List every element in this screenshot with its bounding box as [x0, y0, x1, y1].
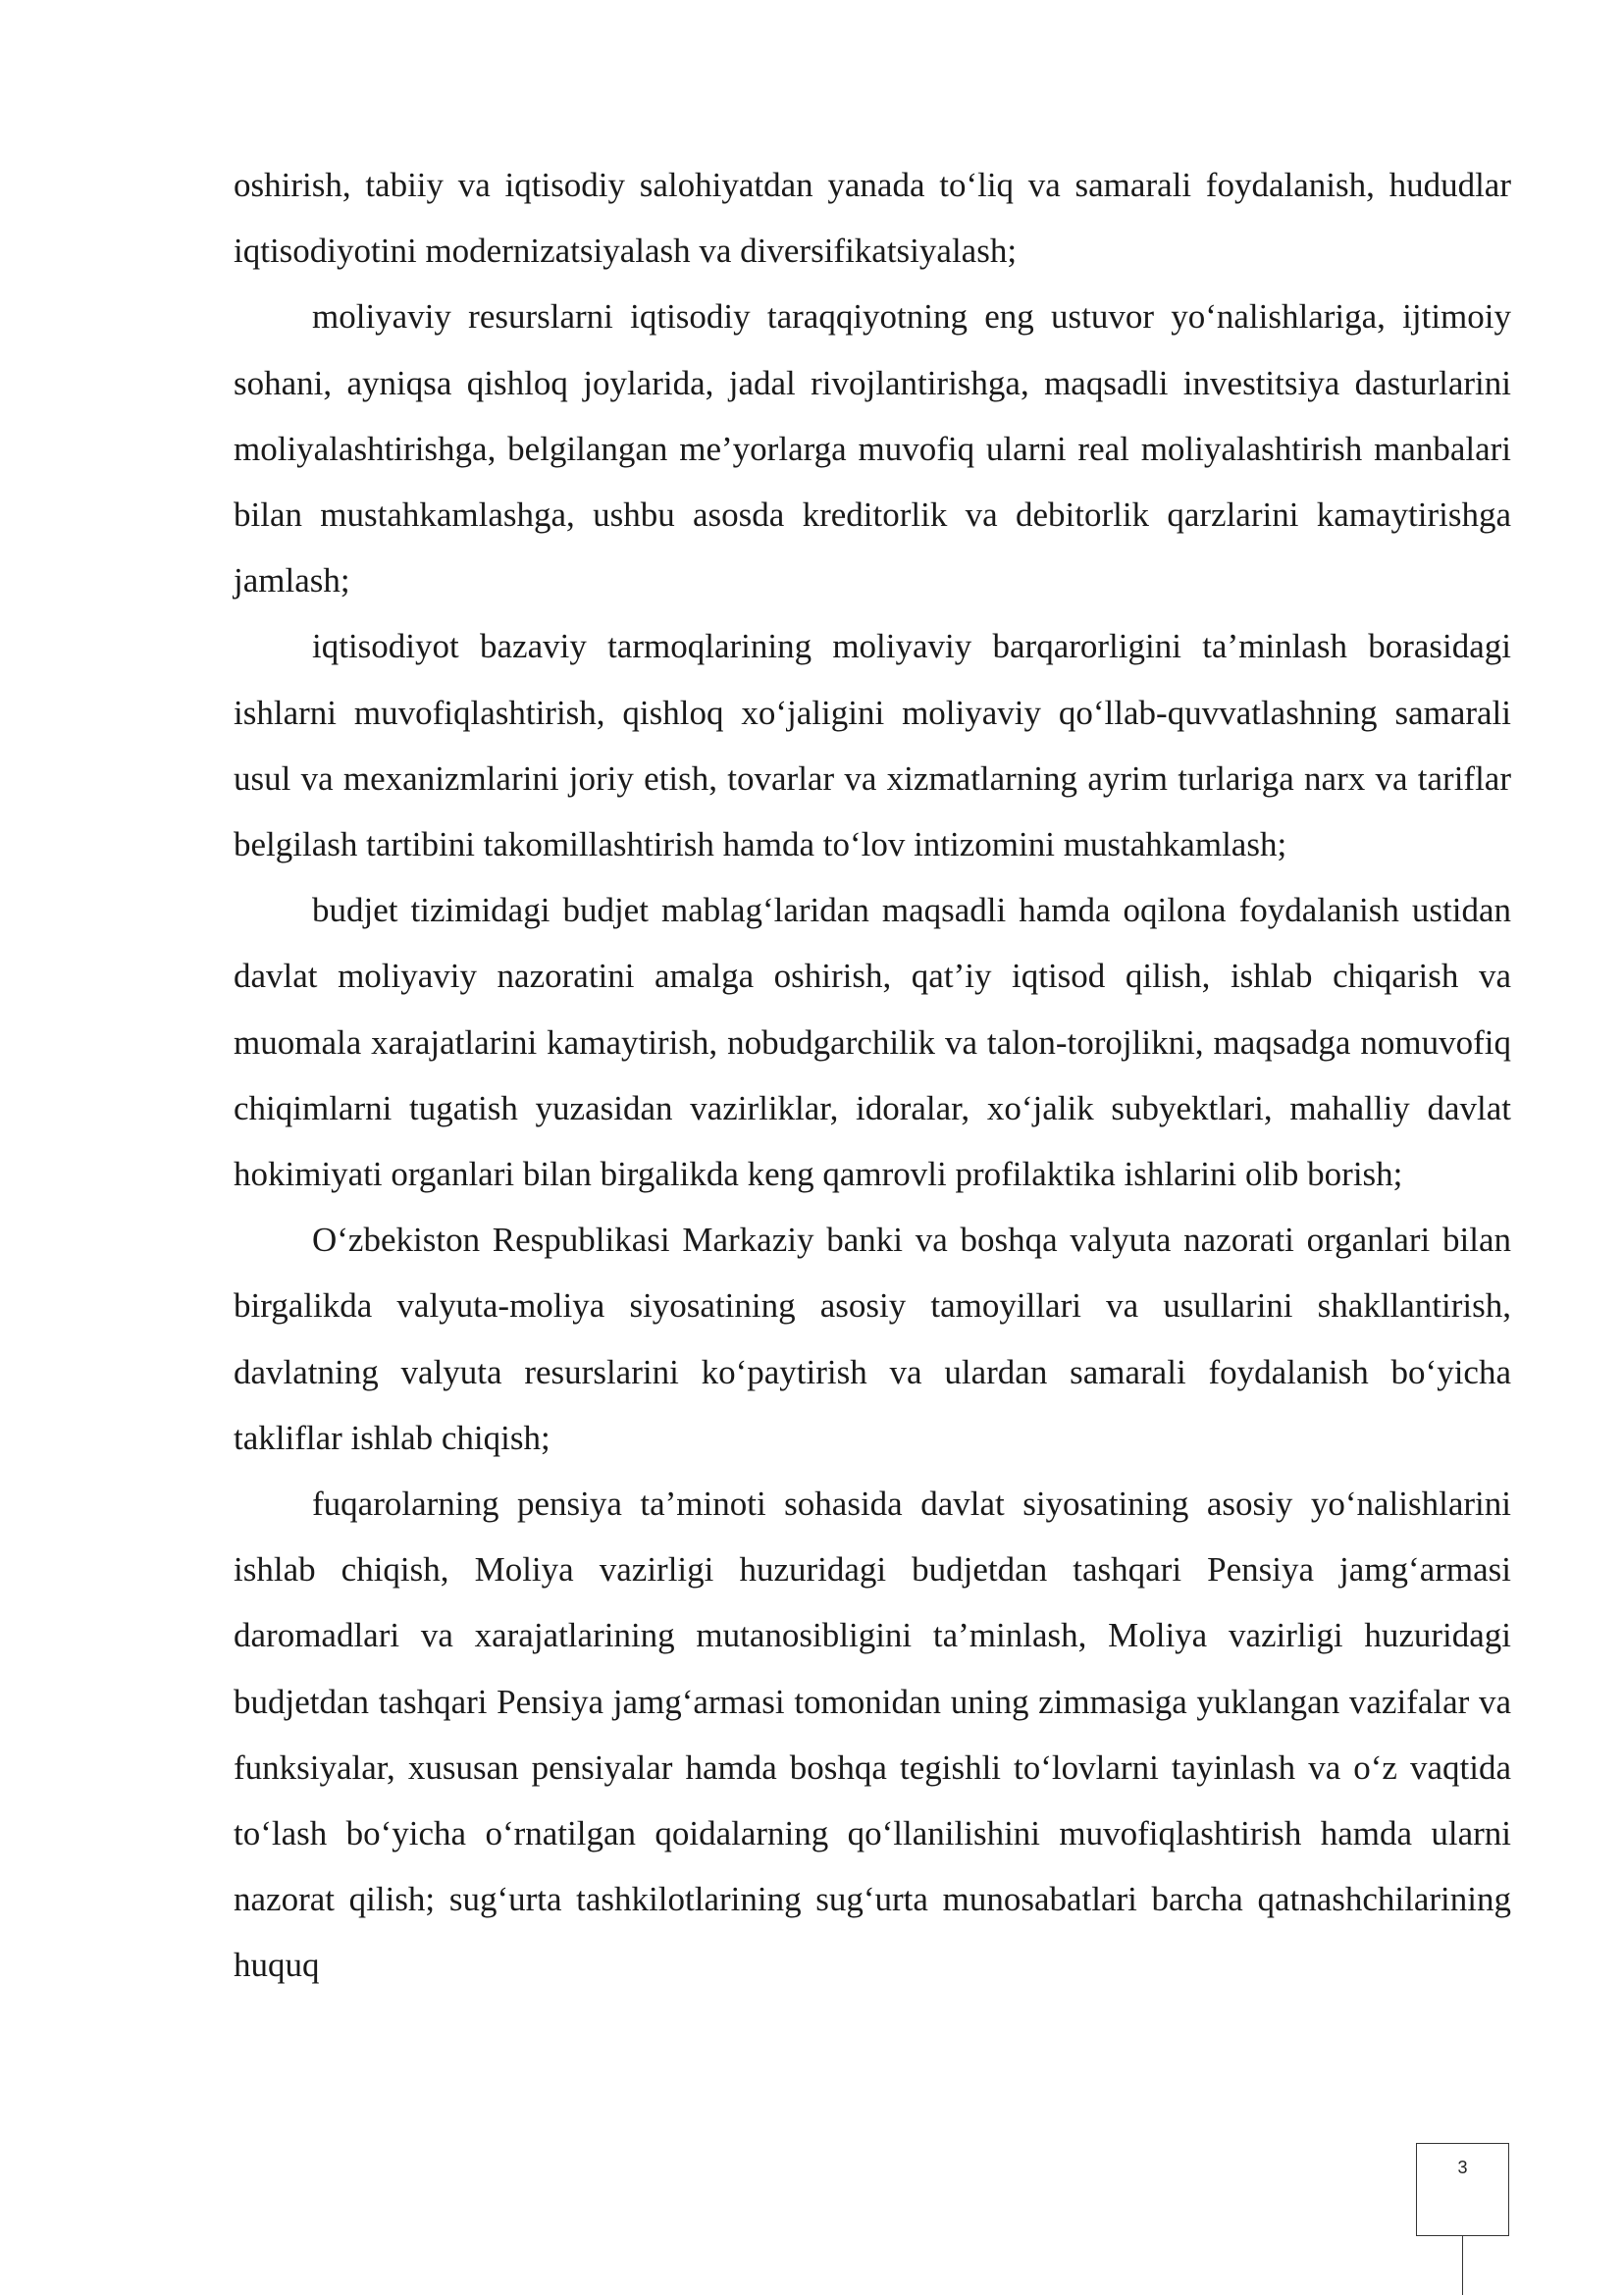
paragraph: iqtisodiyot bazaviy tarmoqlarining moliyaviy barqarorligini ta’minlash borasidagi ishlarni muvofiqlashtirish, qishloq xo‘jaligini moliyaviy qo‘llab-quvvatlashning samarali usul va mexanizmlarini joriy etish, tovarlar va xizmatlarning ayrim turlariga narx va tariflar belgilash tartibini takomillashtirish hamda to‘lov intizomini mustahkamlash; — [234, 627, 1511, 864]
page-number: 3 — [1457, 2158, 1468, 2177]
body-text — [234, 152, 1511, 1999]
page-number-stem — [1462, 2236, 1463, 2295]
page-number-box — [1416, 2143, 1509, 2236]
paragraph: moliyaviy resurslarni iqtisodiy taraqqiyotning eng ustuvor yo‘nalishlariga, ijtimoiy sohani, ayniqsa qishloq joylarida, jadal rivojlantirishga, maqsadli investitsiya dasturlarini moliyalashtirishga, belgilangan me’yorlarga muvofiq ularni real moliyalashtirish manbalari bilan mustahkamlashga, ushbu asosda kreditorlik va debitorlik qarzlarini kamaytirishga jamlash; — [234, 297, 1511, 600]
paragraph-continuation: oshirish, tabiiy va iqtisodiy salohiyatdan yanada to‘liq va samarali foydalanish, hududlar iqtisodiyotini modernizatsiyalash va diversifikatsiyalash; — [234, 166, 1511, 271]
paragraph: budjet tizimidagi budjet mablag‘laridan maqsadli hamda oqilona foydalanish ustidan davlat moliyaviy nazoratini amalga oshirish, qat’iy iqtisod qilish, ishlab chiqarish va muomala xarajatlarini kamaytirish, nobudgarchilik va talon-torojlikni, maqsadga nomuvofiq chiqimlarni tugatish yuzasidan vazirliklar, idoralar, xo‘jalik subyektlari, mahalliy davlat hokimiyati organlari bilan birgalikda keng qamrovli profilaktika ishlarini olib borish; — [234, 891, 1511, 1194]
paragraph: fuqarolarning pensiya ta’minoti sohasida davlat siyosatining asosiy yo‘nalishlarini ishlab chiqish, Moliya vazirligi huzuridagi budjetdan tashqari Pensiya jamg‘armasi daromadlari va xarajatlarining mutanosibligini ta’minlash, Moliya vazirligi huzuridagi budjetdan tashqari Pensiya jamg‘armasi tomonidan uning zimmasiga yuklangan vazifalar va funksiyalar, xususan pensiyalar hamda boshqa tegishli to‘lovlarni tayinlash va o‘z vaqtida to‘lash bo‘yicha o‘rnatilgan qoidalarning qo‘llanilishini muvofiqlashtirish hamda ularni nazorat qilish; sug‘urta tashkilotlarining sug‘urta munosabatlari barcha qatnashchilarining huquq — [234, 1485, 1511, 1985]
paragraph: O‘zbekiston Respublikasi Markaziy banki va boshqa valyuta nazorati organlari bilan birgalikda valyuta-moliya siyosatining asosiy tamoyillari va usullarini shakllantirish, davlatning valyuta resurslarini ko‘paytirish va ulardan samarali foydalanish bo‘yicha takliflar ishlab chiqish; — [234, 1221, 1511, 1457]
